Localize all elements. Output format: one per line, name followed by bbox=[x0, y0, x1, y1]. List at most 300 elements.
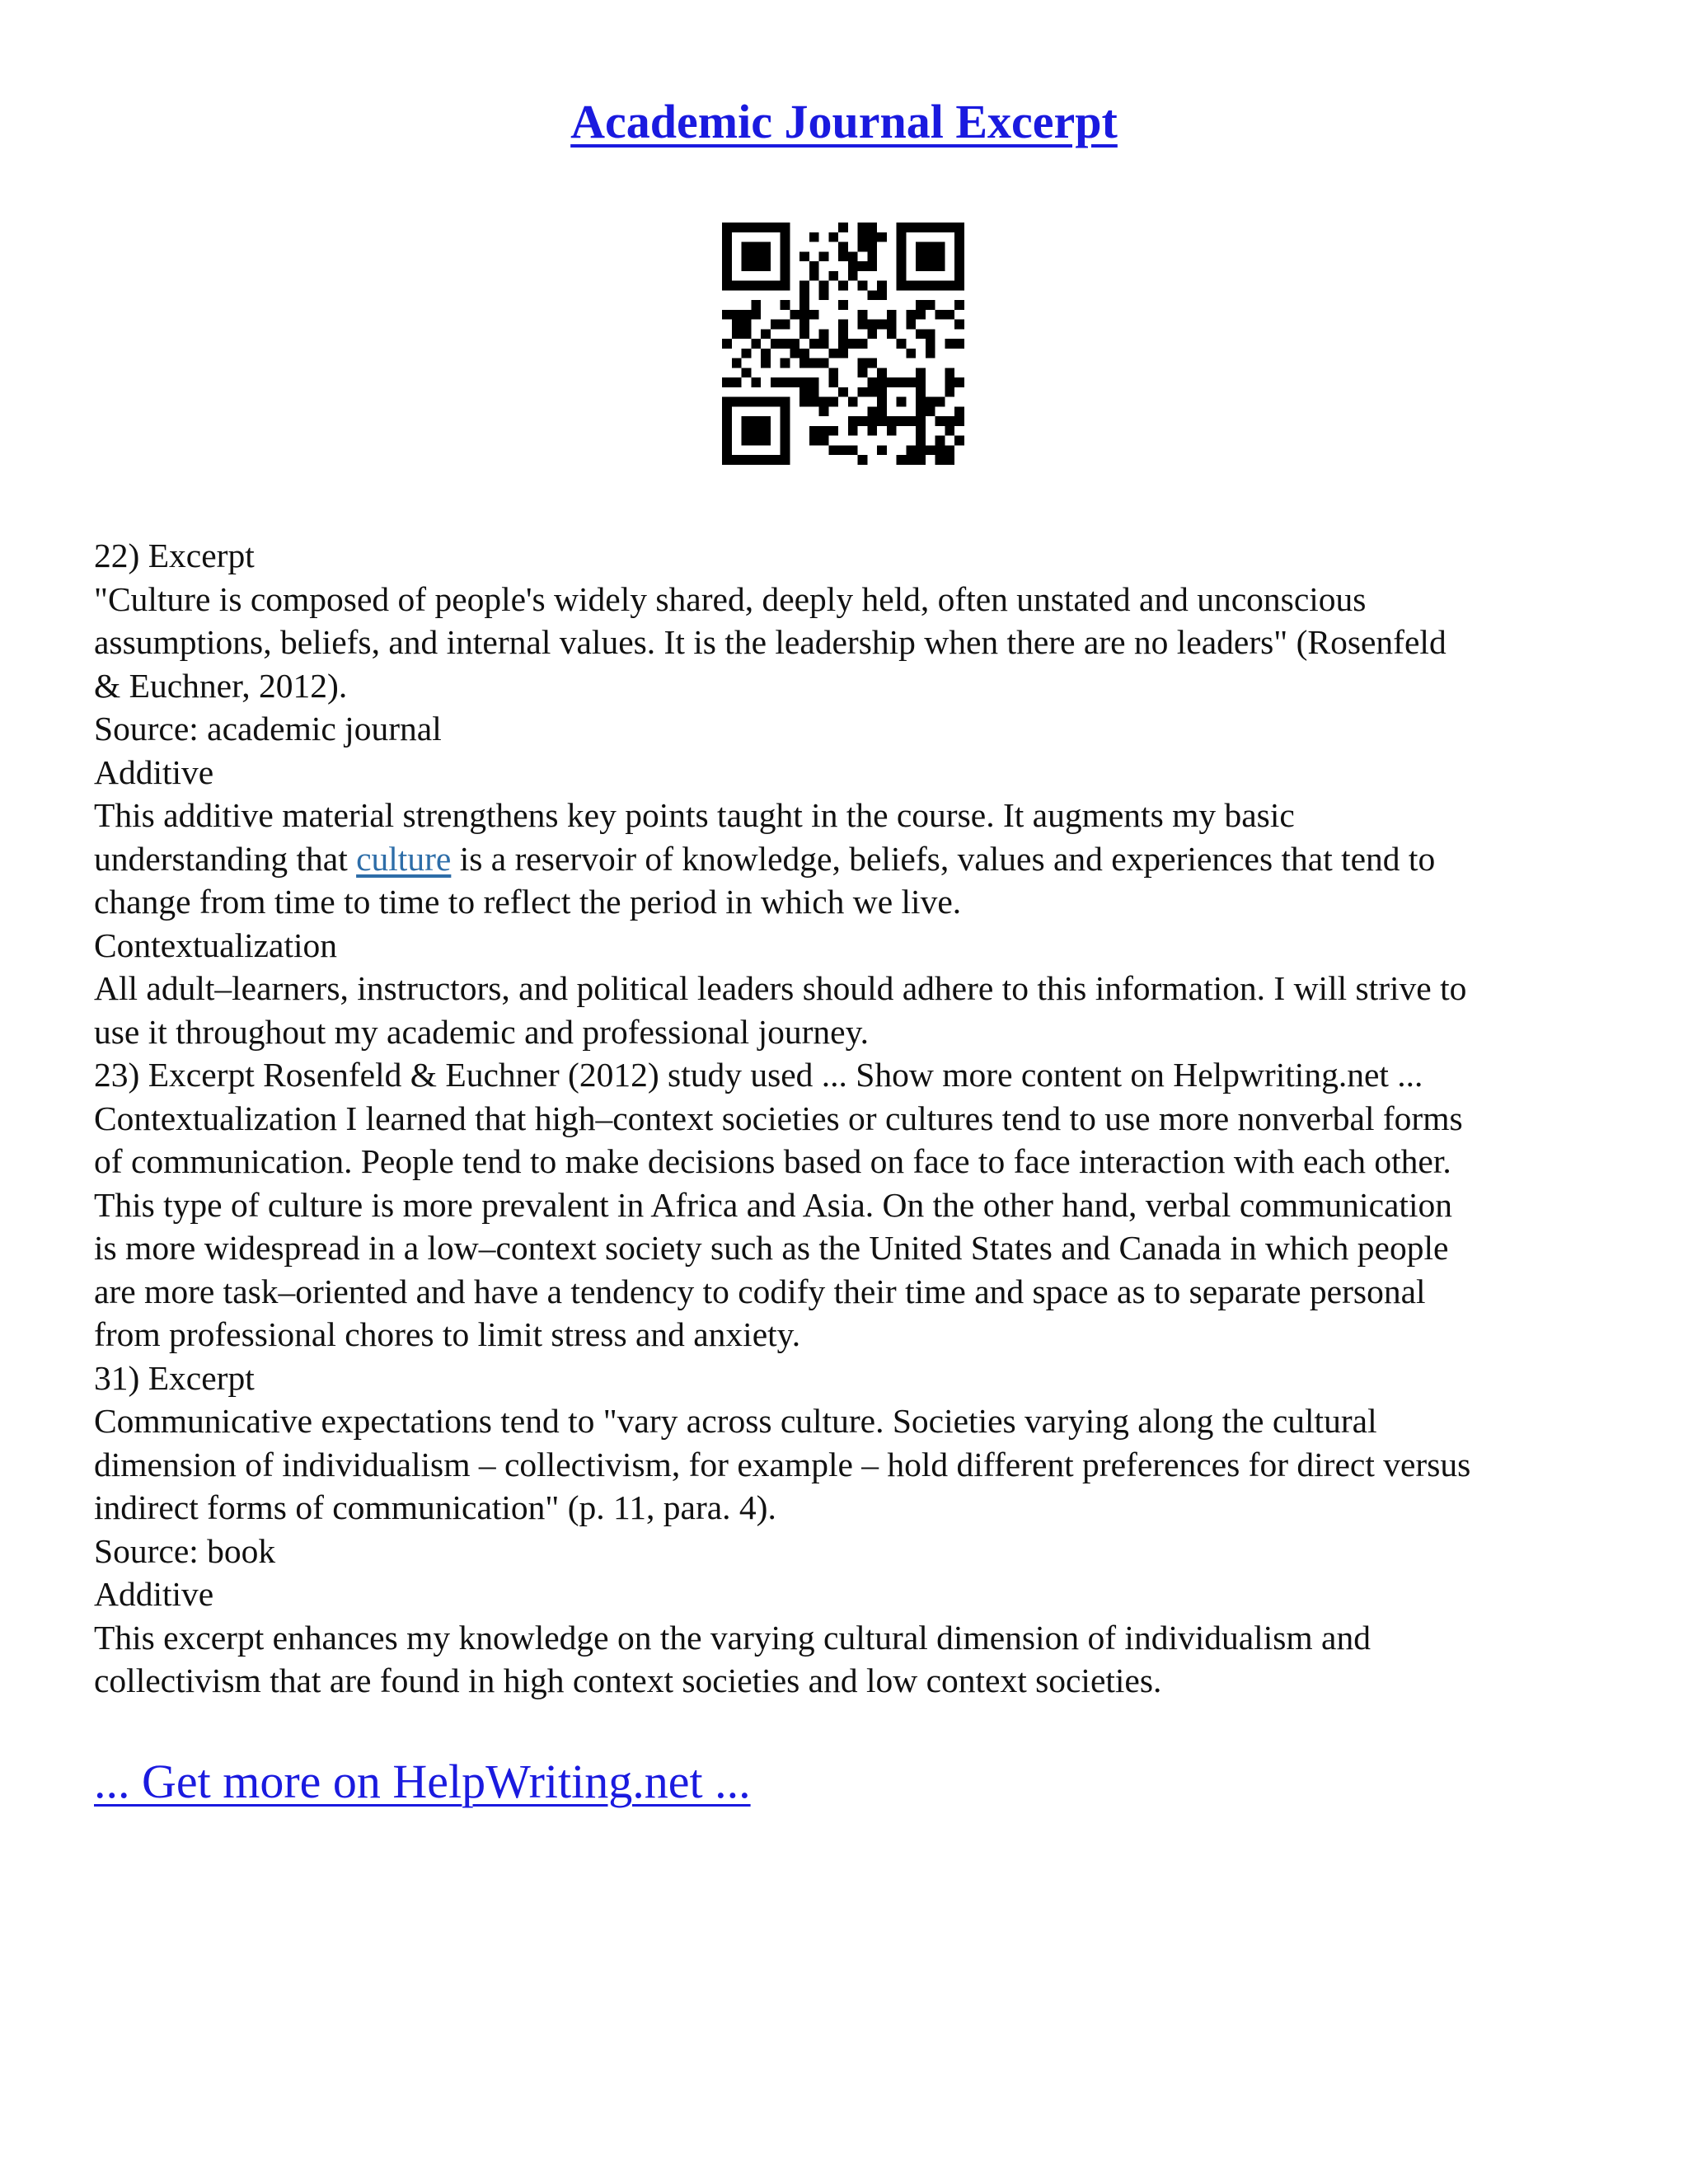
text-line: Contextualization I learned that high–context societies or cultures tend to use more nonverbal forms bbox=[94, 1099, 1463, 1137]
qr-module bbox=[761, 242, 771, 252]
qr-module bbox=[877, 281, 887, 291]
qr-module bbox=[751, 416, 761, 426]
qr-module bbox=[867, 223, 877, 232]
qr-module bbox=[742, 397, 752, 407]
qr-module bbox=[954, 320, 964, 330]
text-line: Additive bbox=[94, 752, 214, 791]
qr-module bbox=[722, 455, 732, 465]
text-line: 31) Excerpt bbox=[94, 1358, 255, 1397]
qr-module bbox=[916, 387, 926, 397]
qr-module bbox=[867, 426, 877, 436]
qr-module bbox=[945, 339, 954, 349]
qr-module bbox=[732, 377, 742, 387]
qr-module bbox=[887, 320, 897, 330]
qr-module bbox=[819, 329, 829, 339]
qr-module bbox=[867, 290, 877, 300]
qr-module bbox=[799, 329, 809, 339]
qr-module bbox=[935, 397, 945, 407]
qr-module bbox=[751, 339, 761, 349]
text-line: This additive material strengthens key points taught in the course. It augments my basic bbox=[94, 796, 1295, 834]
qr-module bbox=[877, 387, 887, 397]
qr-module bbox=[809, 397, 819, 407]
qr-module bbox=[954, 416, 964, 426]
qr-module bbox=[935, 445, 945, 455]
qr-module bbox=[906, 281, 916, 291]
qr-module bbox=[799, 397, 809, 407]
qr-module bbox=[867, 232, 877, 242]
qr-module bbox=[751, 242, 761, 252]
qr-module bbox=[771, 223, 781, 232]
qr-module bbox=[897, 455, 907, 465]
qr-module bbox=[751, 397, 761, 407]
qr-module bbox=[926, 261, 935, 271]
qr-module bbox=[877, 232, 887, 242]
qr-module bbox=[916, 426, 926, 436]
qr-module bbox=[732, 310, 742, 320]
more-link-line bbox=[94, 1749, 751, 1815]
qr-module bbox=[742, 368, 752, 377]
qr-module bbox=[781, 397, 790, 407]
qr-module bbox=[761, 426, 771, 436]
qr-module bbox=[781, 416, 790, 426]
qr-module bbox=[790, 377, 799, 387]
qr-module bbox=[722, 406, 732, 416]
qr-module bbox=[828, 445, 838, 455]
qr-module bbox=[935, 310, 945, 320]
qr-module bbox=[867, 329, 877, 339]
qr-module bbox=[809, 310, 819, 320]
qr-module bbox=[954, 261, 964, 271]
qr-module bbox=[926, 242, 935, 252]
qr-module bbox=[906, 320, 916, 330]
text-line: 22) Excerpt bbox=[94, 537, 255, 574]
qr-module bbox=[867, 377, 877, 387]
qr-module bbox=[945, 445, 954, 455]
qr-module bbox=[742, 426, 752, 436]
qr-module bbox=[867, 359, 877, 368]
qr-module bbox=[722, 445, 732, 455]
qr-module bbox=[732, 455, 742, 465]
qr-module bbox=[761, 329, 771, 339]
qr-module bbox=[887, 426, 897, 436]
qr-module bbox=[877, 397, 887, 407]
qr-module bbox=[906, 377, 916, 387]
qr-module bbox=[867, 387, 877, 397]
qr-module bbox=[771, 397, 781, 407]
qr-module bbox=[742, 223, 752, 232]
qr-module bbox=[722, 339, 732, 349]
qr-module bbox=[781, 300, 790, 310]
qr-module bbox=[722, 426, 732, 436]
qr-module bbox=[897, 377, 907, 387]
qr-module bbox=[945, 387, 954, 397]
qr-module bbox=[799, 310, 809, 320]
qr-module bbox=[761, 359, 771, 368]
qr-module bbox=[906, 455, 916, 465]
text-line: Communicative expectations tend to "vary across culture. Societies varying along the cultural bbox=[94, 1402, 1377, 1440]
qr-module bbox=[732, 320, 742, 330]
qr-module bbox=[916, 261, 926, 271]
qr-module bbox=[799, 387, 809, 397]
qr-module bbox=[954, 300, 964, 310]
qr-module bbox=[781, 359, 790, 368]
qr-module bbox=[916, 455, 926, 465]
qr-module bbox=[897, 223, 907, 232]
text-line: dimension of individualism – collectivism, for example – hold different preferences for direct versus bbox=[94, 1445, 1471, 1483]
qr-module bbox=[761, 281, 771, 291]
qr-module bbox=[722, 436, 732, 446]
culture-link[interactable]: culture bbox=[356, 839, 452, 878]
text-line: All adult–learners, instructors, and political leaders should adhere to this information. I will strive to bbox=[94, 969, 1467, 1007]
qr-module bbox=[781, 320, 790, 330]
text-line: assumptions, beliefs, and internal values. It is the leadership when there are no leaders" (Rosenfeld bbox=[94, 623, 1447, 661]
qr-module bbox=[819, 406, 829, 416]
qr-module bbox=[742, 242, 752, 252]
qr-module bbox=[926, 339, 935, 349]
qr-module bbox=[926, 223, 935, 232]
qr-module bbox=[799, 290, 809, 300]
qr-module bbox=[771, 339, 781, 349]
qr-module bbox=[732, 281, 742, 291]
qr-module bbox=[858, 242, 868, 252]
qr-module bbox=[838, 320, 848, 330]
text-segment: is a reservoir of knowledge, beliefs, values and experiences that tend to bbox=[451, 839, 1436, 878]
qr-module bbox=[858, 281, 868, 291]
qr-module bbox=[781, 232, 790, 242]
qr-module bbox=[838, 445, 848, 455]
qr-module bbox=[819, 281, 829, 291]
qr-module bbox=[916, 223, 926, 232]
qr-module bbox=[819, 397, 829, 407]
qr-module bbox=[799, 320, 809, 330]
qr-module bbox=[722, 232, 732, 242]
qr-module bbox=[809, 436, 819, 446]
qr-module bbox=[761, 416, 771, 426]
qr-module bbox=[916, 368, 926, 377]
qr-module bbox=[848, 397, 858, 407]
qr-module bbox=[935, 242, 945, 252]
qr-module bbox=[828, 426, 838, 436]
qr-module bbox=[858, 261, 868, 271]
qr-module bbox=[809, 387, 819, 397]
qr-module bbox=[838, 339, 848, 349]
qr-module bbox=[781, 406, 790, 416]
qr-module bbox=[848, 261, 858, 271]
qr-module bbox=[761, 223, 771, 232]
qr-module bbox=[867, 320, 877, 330]
text-segment: understanding that bbox=[94, 839, 357, 878]
qr-module bbox=[935, 436, 945, 446]
qr-module bbox=[722, 281, 732, 291]
text-line: This excerpt enhances my knowledge on the varying cultural dimension of individualism and bbox=[94, 1618, 1371, 1657]
text-line: Additive bbox=[94, 1575, 214, 1613]
text-line: indirect forms of communication" (p. 11, para. 4). bbox=[94, 1488, 776, 1526]
qr-module bbox=[781, 271, 790, 281]
qr-module bbox=[954, 223, 964, 232]
qr-module bbox=[954, 281, 964, 291]
qr-module bbox=[897, 416, 907, 426]
qr-module bbox=[867, 261, 877, 271]
qr-module bbox=[916, 242, 926, 252]
qr-module bbox=[838, 329, 848, 339]
qr-module bbox=[751, 251, 761, 261]
qr-module bbox=[732, 223, 742, 232]
qr-module bbox=[828, 232, 838, 242]
qr-module bbox=[781, 281, 790, 291]
qr-module bbox=[887, 329, 897, 339]
qr-module bbox=[897, 261, 907, 271]
qr-module bbox=[809, 271, 819, 281]
qr-module bbox=[799, 359, 809, 368]
text-line: collectivism that are found in high context societies and low context societies. bbox=[94, 1661, 1162, 1699]
qr-module bbox=[838, 300, 848, 310]
qr-module bbox=[809, 232, 819, 242]
qr-module bbox=[848, 271, 858, 281]
qr-module bbox=[732, 329, 742, 339]
qr-module bbox=[751, 261, 761, 271]
qr-module bbox=[916, 397, 926, 407]
qr-module bbox=[906, 349, 916, 359]
qr-module bbox=[867, 416, 877, 426]
get-more-link[interactable]: ... Get more on HelpWriting.net ... bbox=[94, 1755, 751, 1808]
qr-module bbox=[926, 281, 935, 291]
qr-module bbox=[790, 339, 799, 349]
qr-module bbox=[819, 436, 829, 446]
qr-module bbox=[916, 377, 926, 387]
qr-module bbox=[819, 251, 829, 261]
qr-module bbox=[858, 320, 868, 330]
qr-module bbox=[799, 251, 809, 261]
qr-module bbox=[732, 359, 742, 368]
qr-module bbox=[722, 261, 732, 271]
qr-module bbox=[722, 377, 732, 387]
qr-module bbox=[799, 349, 809, 359]
qr-module bbox=[828, 349, 838, 359]
qr-module bbox=[877, 320, 887, 330]
qr-module bbox=[742, 320, 752, 330]
qr-module bbox=[742, 416, 752, 426]
qr-module bbox=[916, 281, 926, 291]
qr-module bbox=[848, 339, 858, 349]
qr-module bbox=[838, 387, 848, 397]
qr-module bbox=[858, 339, 868, 349]
qr-module bbox=[828, 377, 838, 387]
qr-module bbox=[828, 397, 838, 407]
qr-module bbox=[945, 416, 954, 426]
qr-module bbox=[722, 251, 732, 261]
qr-module bbox=[722, 416, 732, 426]
qr-module bbox=[761, 436, 771, 446]
qr-module bbox=[926, 349, 935, 359]
qr-module bbox=[742, 261, 752, 271]
page-title bbox=[0, 89, 1688, 155]
text-line: are more task–oriented and have a tendency to codify their time and space as to separate personal bbox=[94, 1272, 1426, 1310]
qr-module bbox=[858, 310, 868, 320]
text-line: This type of culture is more prevalent in Africa and Asia. On the other hand, verbal communication bbox=[94, 1185, 1452, 1224]
qr-module bbox=[954, 251, 964, 261]
qr-module bbox=[742, 436, 752, 446]
qr-module bbox=[819, 339, 829, 349]
text-line: of communication. People tend to make decisions based on face to face interaction with each other. bbox=[94, 1142, 1451, 1180]
qr-module bbox=[935, 251, 945, 261]
qr-module bbox=[877, 368, 887, 377]
qr-module bbox=[771, 455, 781, 465]
qr-module bbox=[809, 339, 819, 349]
qr-module bbox=[848, 416, 858, 426]
qr-module bbox=[751, 455, 761, 465]
qr-module bbox=[761, 251, 771, 261]
qr-module bbox=[858, 223, 868, 232]
qr-module bbox=[926, 300, 935, 310]
qr-module bbox=[809, 426, 819, 436]
text-line: & Euchner, 2012). bbox=[94, 666, 348, 705]
qr-module bbox=[781, 251, 790, 261]
qr-module bbox=[906, 445, 916, 455]
qr-module bbox=[751, 377, 761, 387]
qr-module bbox=[761, 397, 771, 407]
qr-module bbox=[838, 281, 848, 291]
qr-module bbox=[897, 281, 907, 291]
qr-module bbox=[848, 426, 858, 436]
qr-module bbox=[819, 290, 829, 300]
qr-module bbox=[916, 300, 926, 310]
text-line: use it throughout my academic and professional journey. bbox=[94, 1012, 870, 1051]
qr-module bbox=[809, 359, 819, 368]
qr-module bbox=[897, 397, 907, 407]
qr-module bbox=[926, 445, 935, 455]
qr-module bbox=[828, 368, 838, 377]
qr-module bbox=[722, 310, 732, 320]
qr-module bbox=[906, 310, 916, 320]
qr-module bbox=[897, 271, 907, 281]
qr-module bbox=[858, 387, 868, 397]
text-line: is more widespread in a low–context society such as the United States and Canada in which people bbox=[94, 1229, 1449, 1267]
qr-module bbox=[858, 416, 868, 426]
qr-module bbox=[751, 436, 761, 446]
qr-code-image bbox=[722, 223, 964, 465]
qr-module bbox=[916, 251, 926, 261]
qr-module bbox=[935, 455, 945, 465]
qr-module bbox=[877, 445, 887, 455]
qr-module bbox=[781, 339, 790, 349]
qr-module bbox=[897, 242, 907, 252]
qr-module bbox=[751, 223, 761, 232]
qr-module bbox=[781, 455, 790, 465]
qr-module bbox=[926, 251, 935, 261]
qr-module bbox=[790, 310, 799, 320]
qr-module bbox=[781, 445, 790, 455]
qr-module bbox=[819, 359, 829, 368]
qr-module bbox=[877, 290, 887, 300]
qr-module bbox=[954, 406, 964, 416]
qr-module bbox=[945, 310, 954, 320]
qr-module bbox=[799, 300, 809, 310]
qr-module bbox=[828, 271, 838, 281]
qr-module bbox=[926, 406, 935, 416]
qr-module bbox=[877, 377, 887, 387]
qr-module bbox=[742, 251, 752, 261]
title-link[interactable]: Academic Journal Excerpt bbox=[570, 95, 1118, 148]
qr-module bbox=[761, 455, 771, 465]
qr-module bbox=[887, 416, 897, 426]
qr-module bbox=[954, 339, 964, 349]
qr-module bbox=[809, 377, 819, 387]
qr-module bbox=[771, 281, 781, 291]
qr-module bbox=[935, 281, 945, 291]
text-line: from professional chores to limit stress and anxiety. bbox=[94, 1315, 801, 1353]
qr-module bbox=[742, 329, 752, 339]
qr-module bbox=[858, 455, 868, 465]
qr-module bbox=[781, 436, 790, 446]
qr-module bbox=[935, 223, 945, 232]
text-line: 23) Excerpt Rosenfeld & Euchner (2012) study used ... Show more content on Helpwriting.net ... bbox=[94, 1056, 1423, 1094]
qr-module bbox=[848, 445, 858, 455]
qr-module bbox=[848, 251, 858, 261]
qr-module bbox=[838, 349, 848, 359]
qr-module bbox=[926, 329, 935, 339]
qr-module bbox=[732, 397, 742, 407]
qr-module bbox=[926, 397, 935, 407]
qr-module bbox=[771, 377, 781, 387]
text-line: Contextualization bbox=[94, 926, 338, 964]
qr-module bbox=[858, 359, 868, 368]
qr-module bbox=[935, 261, 945, 271]
qr-module bbox=[838, 242, 848, 252]
qr-module bbox=[867, 242, 877, 252]
qr-module bbox=[742, 310, 752, 320]
qr-module bbox=[858, 232, 868, 242]
qr-module bbox=[877, 406, 887, 416]
qr-module bbox=[809, 261, 819, 271]
qr-module bbox=[771, 320, 781, 330]
qr-module bbox=[945, 223, 954, 232]
qr-module bbox=[722, 223, 732, 232]
qr-module bbox=[867, 406, 877, 416]
qr-module bbox=[945, 455, 954, 465]
qr-module bbox=[761, 261, 771, 271]
qr-module bbox=[916, 445, 926, 455]
text-line: Source: book bbox=[94, 1531, 276, 1570]
qr-module bbox=[742, 349, 752, 359]
qr-module bbox=[935, 416, 945, 426]
qr-module bbox=[916, 406, 926, 416]
text-line: Source: academic journal bbox=[94, 710, 442, 748]
qr-module bbox=[954, 271, 964, 281]
qr-module bbox=[954, 377, 964, 387]
qr-module bbox=[897, 232, 907, 242]
qr-module bbox=[751, 426, 761, 436]
qr-module bbox=[916, 416, 926, 426]
qr-module bbox=[742, 281, 752, 291]
qr-module bbox=[751, 281, 761, 291]
qr-module bbox=[838, 251, 848, 261]
text-line: change from time to time to reflect the period in which we live. bbox=[94, 883, 962, 921]
qr-module bbox=[897, 251, 907, 261]
qr-module bbox=[790, 349, 799, 359]
qr-module bbox=[945, 368, 954, 377]
qr-module bbox=[877, 416, 887, 426]
qr-module bbox=[751, 300, 761, 310]
qr-module bbox=[906, 223, 916, 232]
text-line: "Culture is composed of people's widely shared, deeply held, often unstated and unconscious bbox=[94, 579, 1367, 618]
qr-module bbox=[916, 310, 926, 320]
qr-module bbox=[858, 368, 868, 377]
qr-module bbox=[906, 416, 916, 426]
qr-module bbox=[916, 329, 926, 339]
qr-module bbox=[887, 310, 897, 320]
qr-module bbox=[887, 377, 897, 387]
text-line-with-link bbox=[94, 837, 1602, 881]
